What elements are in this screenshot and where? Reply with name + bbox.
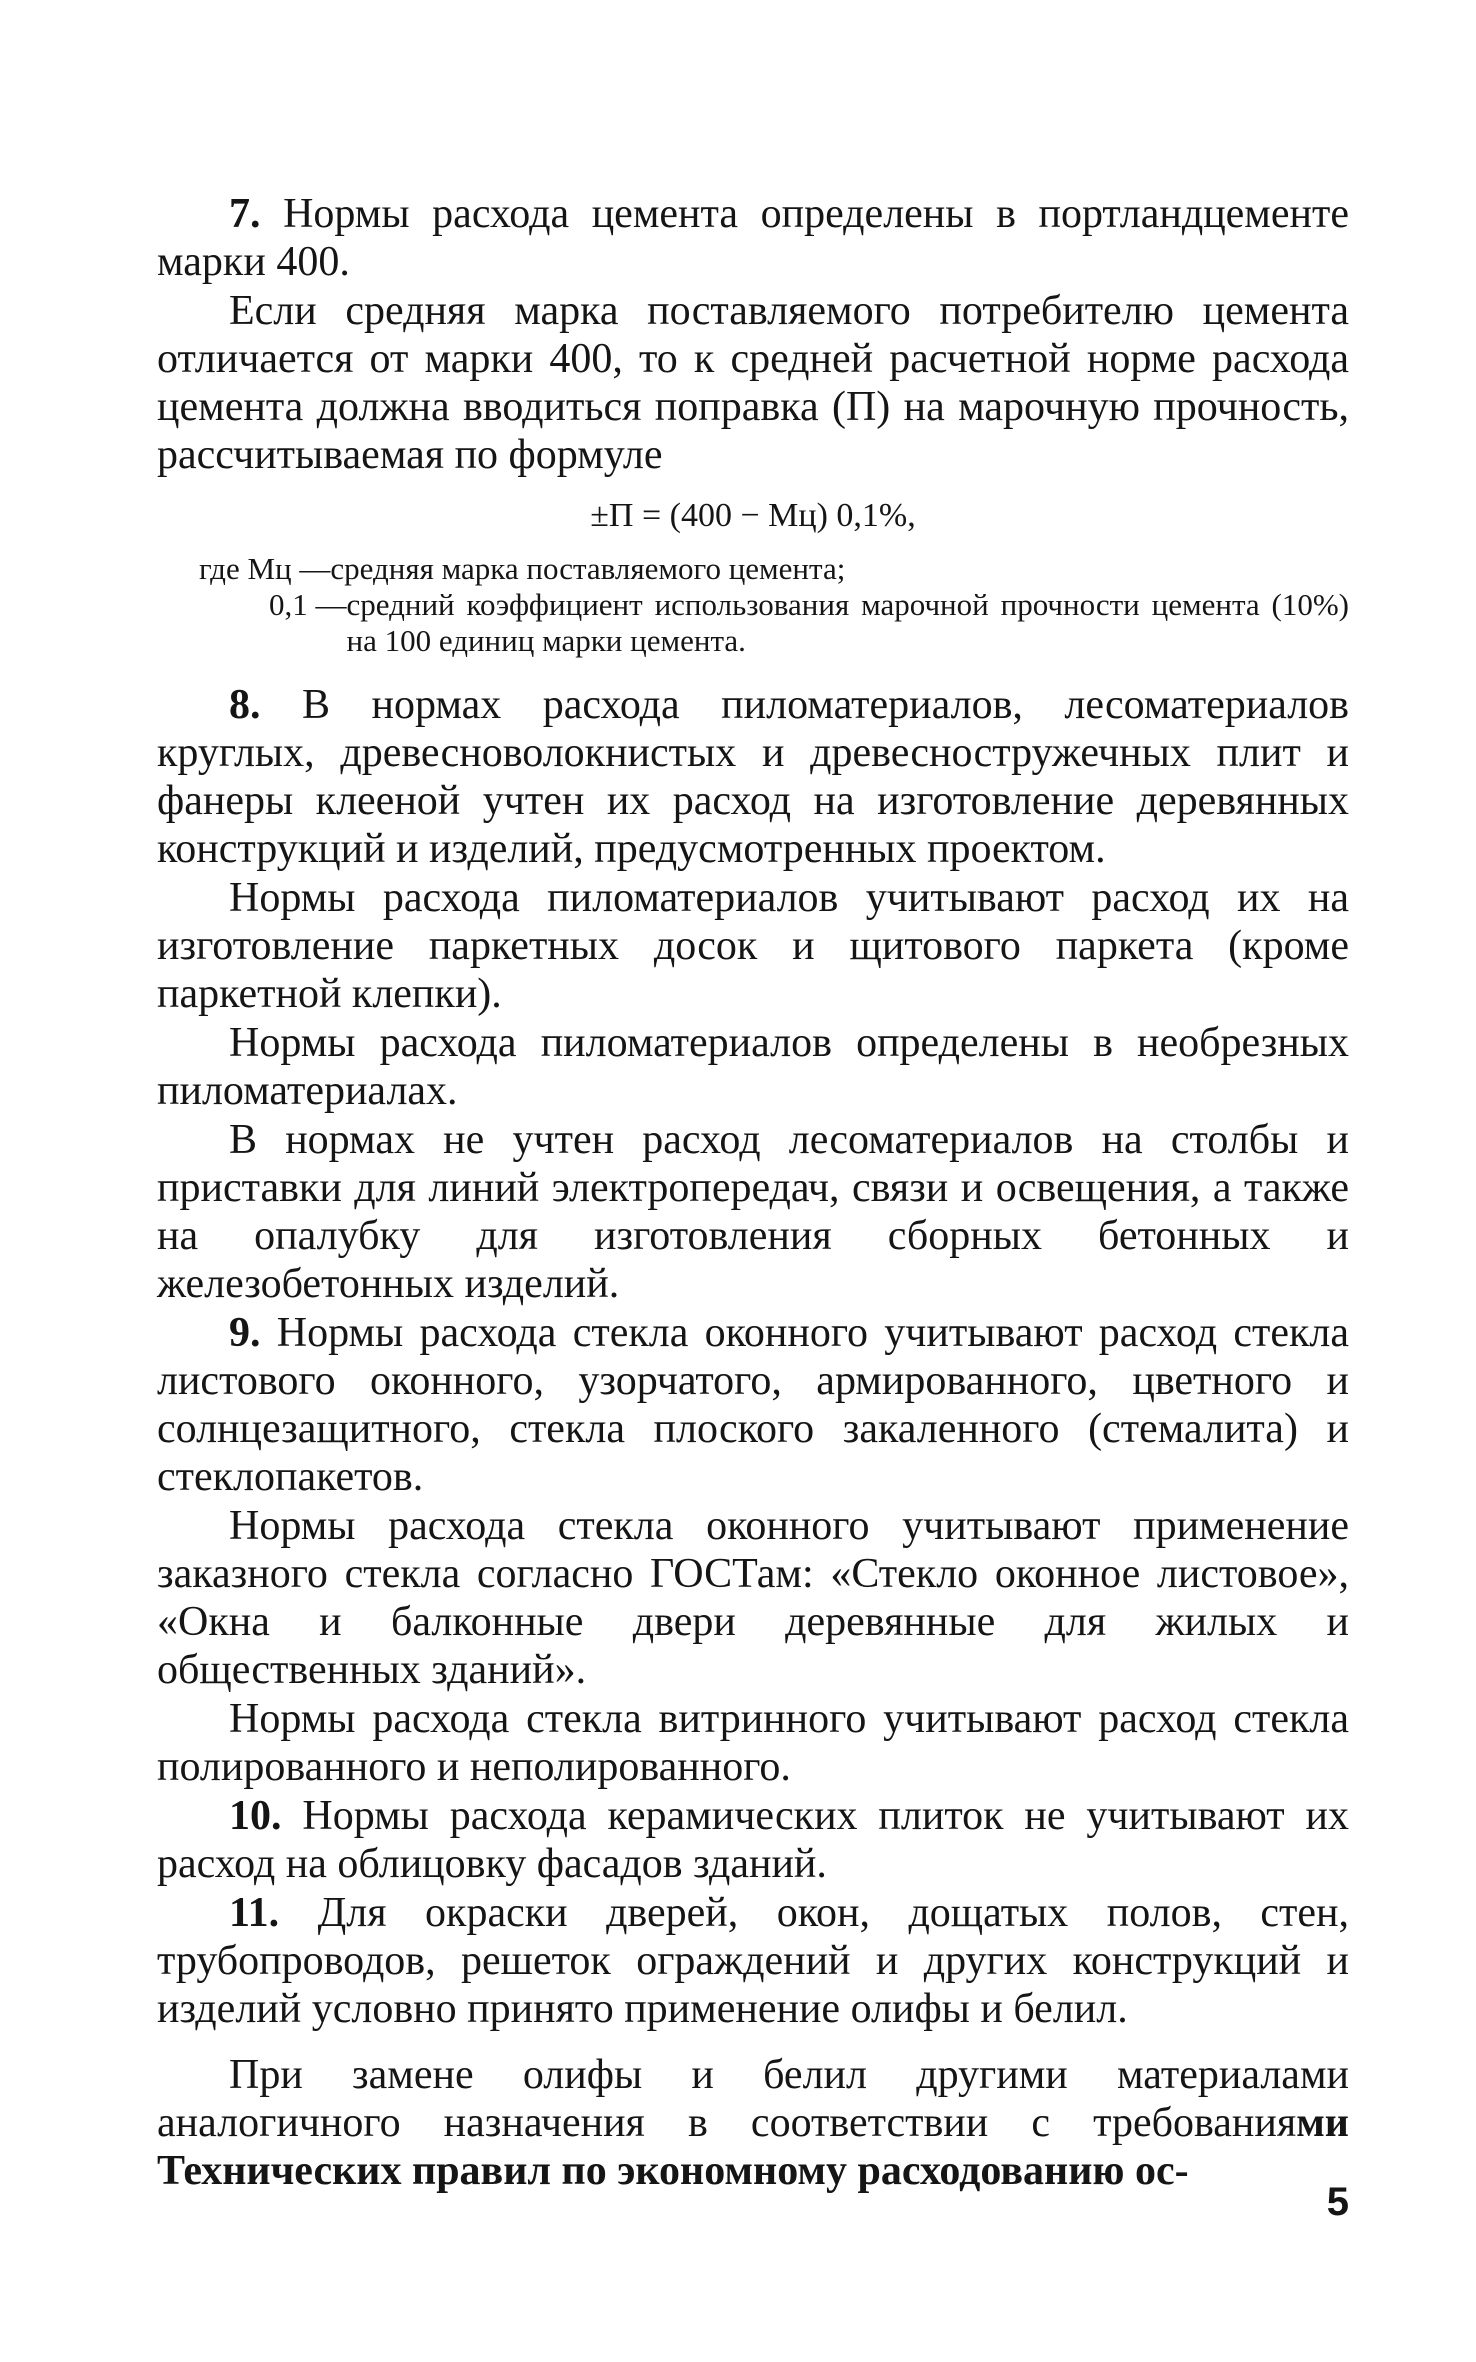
item-number: 8. bbox=[229, 682, 261, 728]
paragraph-9-cont: Нормы расхода стекла оконного учитывают применение заказного стекла согласно ГОСТам: «Стекло оконное листовое», «Окна и балконные двери деревянные для жилых и общественных зданий». bbox=[157, 1503, 1349, 1693]
definition-row bbox=[157, 587, 1349, 659]
document-page bbox=[157, 190, 1349, 2196]
paragraph-8 bbox=[157, 681, 1349, 873]
paragraph-7 bbox=[157, 190, 1349, 286]
paragraph-text-bold: ми Технических правил по экономному расходованию ос- bbox=[157, 2100, 1349, 2194]
paragraph-7-cont: Если средняя марка поставляемого потребителю цемента отличается от марки 400, то к средней расчетной норме расхода цемента должна вводиться поправка (П) на марочную прочность, рассчитываемая по формуле bbox=[157, 288, 1349, 478]
paragraph-11-cont bbox=[157, 2051, 1349, 2195]
paragraph-11 bbox=[157, 1889, 1349, 2033]
definition-text: средний коэффициент использования марочной прочности цемента (10%) на 100 единиц марки цемента. bbox=[346, 587, 1349, 658]
paragraph-text: При замене олифы и белил другими материалами аналогичного назначения в соответствии с требования bbox=[157, 2052, 1349, 2146]
definition-row bbox=[157, 551, 1349, 587]
formula-definitions bbox=[157, 551, 1349, 659]
paragraph-8-cont: В нормах не учтен расход лесоматериалов на столбы и приставки для линий электропередач, связи и освещения, а также на опалубку для изготовления сборных бетонных и железобетонных изделий. bbox=[157, 1117, 1349, 1307]
paragraph-text: Нормы расхода цемента определены в портландцементе марки 400. bbox=[157, 191, 1349, 285]
paragraph-text: Нормы расхода керамических плиток не учитывают их расход на облицовку фасадов зданий. bbox=[157, 1793, 1350, 1887]
paragraph-text: В нормах расхода пиломатериалов, лесоматериалов круглых, древесноволокнистых и древесностружечных плит и фанеры клееной учтен их расход на изготовление деревянных конструкций и изделий, предусмотренных проектом. bbox=[157, 682, 1350, 872]
definition-text: средняя марка поставляемого цемента; bbox=[330, 551, 846, 586]
paragraph-10 bbox=[157, 1792, 1349, 1888]
paragraph-9 bbox=[157, 1309, 1349, 1501]
paragraph-text: Для окраски дверей, окон, дощатых полов, стен, трубопроводов, решеток ограждений и других конструкций и изделий условно принято применение олифы и белил. bbox=[157, 1890, 1350, 2032]
item-number: 7. bbox=[229, 191, 261, 237]
paragraph-text: Нормы расхода стекла оконного учитывают расход стекла листового оконного, узорчатого, армированного, цветного и солнцезащитного, стекла плоского закаленного (стемалита) и стеклопакетов. bbox=[157, 1310, 1349, 1500]
definition-term: где Мц — bbox=[199, 551, 331, 586]
paragraph-8-cont: Нормы расхода пиломатериалов учитывают расход их на изготовление паркетных досок и щитового паркета (кроме паркетной клепки). bbox=[157, 875, 1349, 1017]
paragraph-8-cont: Нормы расхода пиломатериалов определены в необрезных пиломатериалах. bbox=[157, 1020, 1349, 1114]
item-number: 11. bbox=[229, 1890, 280, 1936]
page-number: 5 bbox=[1326, 2180, 1349, 2224]
item-number: 9. bbox=[229, 1310, 261, 1356]
item-number: 10. bbox=[229, 1793, 282, 1839]
paragraph-9-cont: Нормы расхода стекла витринного учитывают расход стекла полированного и неполированного. bbox=[157, 1696, 1349, 1790]
formula: ±П = (400 − Мц) 0,1%, bbox=[590, 497, 916, 534]
definition-term: 0,1 — bbox=[269, 587, 347, 622]
